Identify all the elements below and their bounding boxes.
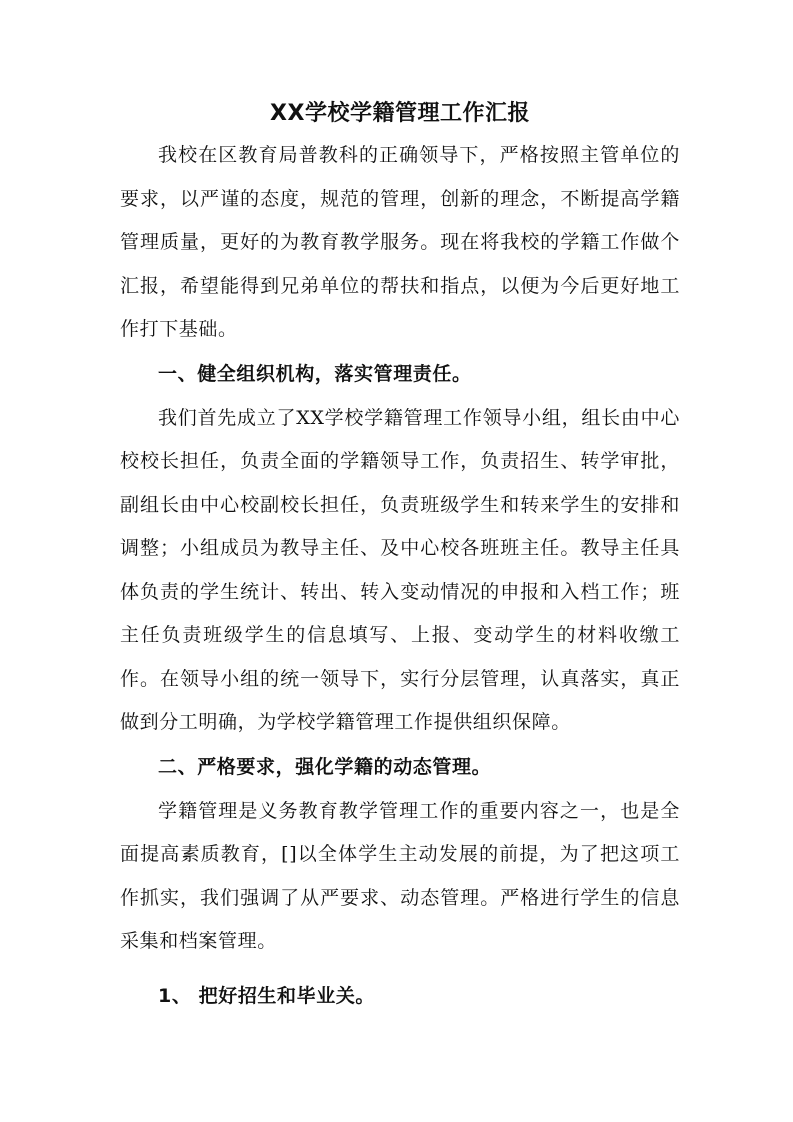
section-2-subheading: 1、 把好招生和毕业关。 (158, 984, 376, 1007)
intro-paragraph: 我校在区教育局普教科的正确领导下，严格按照主管单位的要求，以严谨的态度，规范的管理，创新的理念，不断提高学籍管理质量，更好的为教育教学服务。现在将我校的学籍工作做个汇报，希望能得到兄弟单位的帮扶和指点，以便为今后更好地工作打下基础。 (120, 144, 680, 340)
section-1-paragraph: 我们首先成立了XX学校学籍管理工作领导小组，组长由中心校校长担任，负责全面的学籍领导工作，负责招生、转学审批，副组长由中心校副校长担任，负责班级学生和转来学生的安排和调整；小组成员为教导主任、及中心校各班班主任。教导主任具体负责的学生统计、转出、转入变动情况的申报和入档工作；班主任负责班级学生的信息填写、上报、变动学生的材料收缴工作。在领导小组的统一领导下，实行分层管理，认真落实，真正做到分工明确，为学校学籍管理工作提供组织保障。 (120, 406, 680, 733)
document-title: XX学校学籍管理工作汇报 (270, 101, 530, 126)
section-1-heading: 一、健全组织机构，落实管理责任。 (158, 362, 472, 385)
section-2-paragraph: 学籍管理是义务教育教学管理工作的重要内容之一，也是全面提高素质教育，[]以全体学生主动发展的前提，为了把这项工作抓实，我们强调了从严要求、动态管理。严格进行学生的信息采集和档案管理。 (120, 799, 680, 952)
document-page (120, 96, 680, 1019)
section-2-heading: 二、严格要求，强化学籍的动态管理。 (158, 755, 492, 778)
